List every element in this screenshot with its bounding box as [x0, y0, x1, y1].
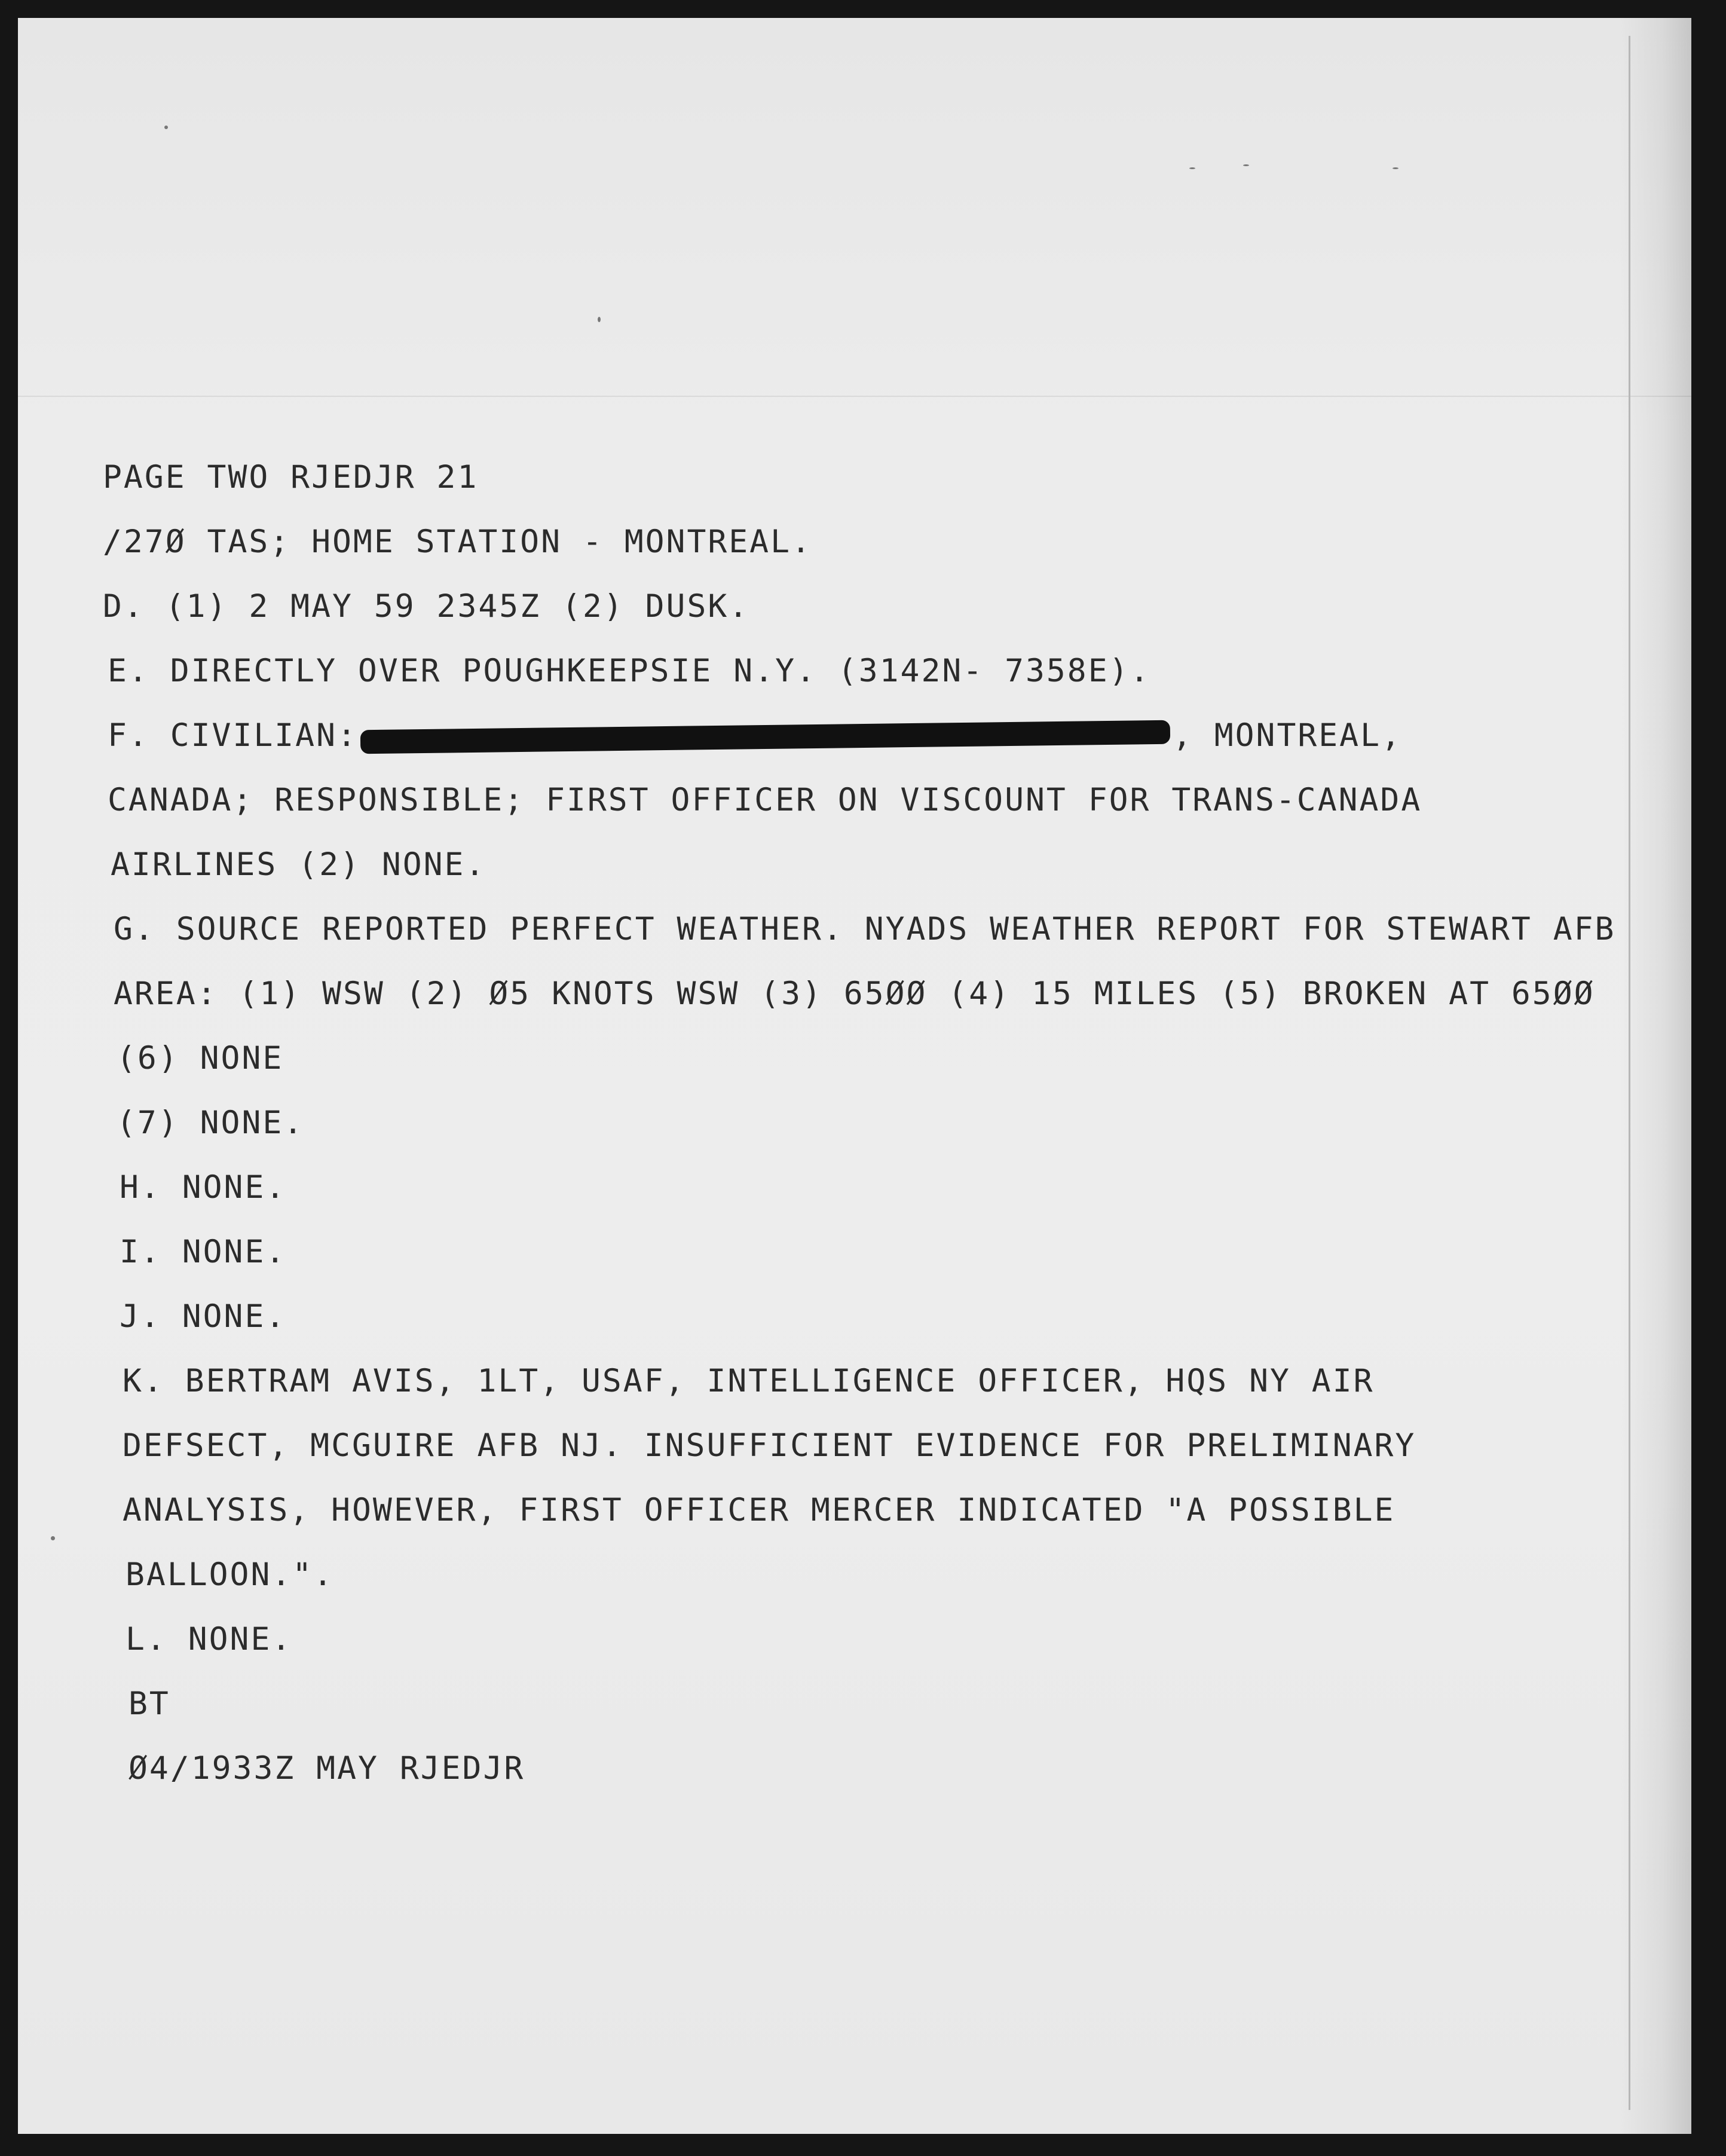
page-header: PAGE TWO RJEDJR 21 — [103, 459, 479, 496]
redaction-bar — [360, 720, 1170, 754]
text-segment: , MONTREAL, — [1172, 717, 1402, 754]
text-line: DEFSECT, MCGUIRE AFB NJ. INSUFFICIENT EVIDENCE FOR PRELIMINARY — [123, 1427, 1416, 1464]
text-line: D. (1) 2 MAY 59 2345Z (2) DUSK. — [103, 588, 750, 625]
dust-speck — [51, 1536, 55, 1540]
dust-speck — [1189, 167, 1195, 169]
text-line-redacted — [108, 717, 1402, 754]
text-line: BALLOON.". — [126, 1556, 335, 1593]
text-line: CANADA; RESPONSIBLE; FIRST OFFICER ON VISCOUNT FOR TRANS-CANADA — [108, 782, 1422, 818]
text-line: (7) NONE. — [117, 1105, 305, 1141]
text-segment: F. CIVILIAN: — [108, 717, 358, 754]
text-line: J. NONE. — [120, 1298, 287, 1335]
text-line: AREA: (1) WSW (2) Ø5 KNOTS WSW (3) 65ØØ (4) 15 MILES (5) BROKEN AT 65ØØ — [114, 975, 1595, 1012]
text-line: Ø4/1933Z MAY RJEDJR — [128, 1750, 525, 1787]
text-line: (6) NONE — [117, 1040, 284, 1077]
text-line: G. SOURCE REPORTED PERFECT WEATHER. NYADS WEATHER REPORT FOR STEWART AFB — [114, 911, 1616, 947]
teletype-text — [18, 18, 1691, 2134]
dust-speck — [1393, 167, 1398, 169]
dust-speck — [164, 126, 168, 129]
text-line: /27Ø TAS; HOME STATION - MONTREAL. — [103, 524, 812, 560]
text-line: H. NONE. — [120, 1169, 287, 1206]
document-page — [18, 18, 1691, 2134]
text-line: E. DIRECTLY OVER POUGHKEEPSIE N.Y. (3142N- 7358E). — [108, 653, 1151, 689]
text-line: L. NONE. — [126, 1621, 293, 1657]
text-line: AIRLINES (2) NONE. — [111, 846, 486, 883]
text-line: K. BERTRAM AVIS, 1LT, USAF, INTELLIGENCE OFFICER, HQS NY AIR — [123, 1363, 1375, 1399]
dust-speck — [598, 317, 601, 322]
text-line: ANALYSIS, HOWEVER, FIRST OFFICER MERCER INDICATED "A POSSIBLE — [123, 1492, 1396, 1528]
dust-speck — [1243, 164, 1249, 166]
text-line: BT — [128, 1686, 170, 1722]
text-line: I. NONE. — [120, 1234, 287, 1270]
